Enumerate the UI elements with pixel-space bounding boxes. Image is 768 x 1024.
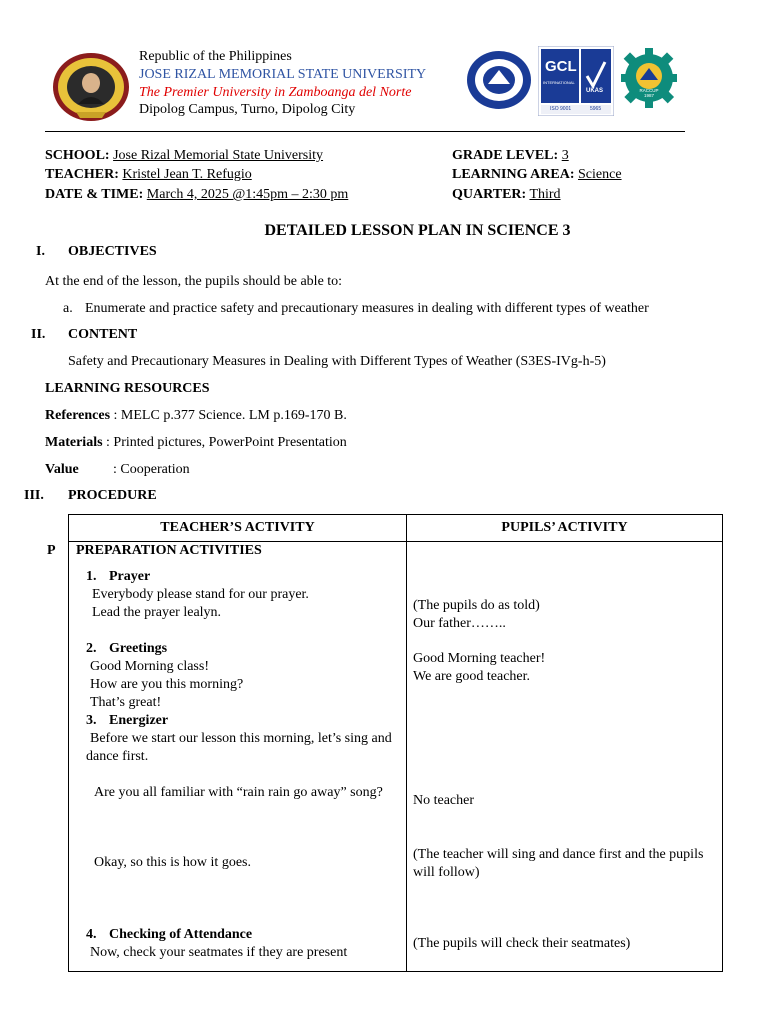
learning-resources-heading: LEARNING RESOURCES [45,381,210,396]
objective-item: Enumerate and practice safety and precautionary measures in dealing with different types of weather [85,301,649,316]
materials-row [45,435,347,451]
iso-text: ISO 9001 [550,106,572,112]
university-tagline: The Premier University in Zamboanga del Norte [139,85,412,100]
teacher-activity-header: TEACHER’S ACTIVITY [69,515,407,542]
procedure-table [68,514,723,972]
ukas-text: UKAS [586,88,604,94]
value-label: Value [45,462,79,477]
references-row [45,408,347,424]
objectives-intro: At the end of the lesson, the pupils should be able to: [45,274,343,289]
preparation-heading: PREPARATION ACTIVITIES [76,543,262,558]
step-greetings-number: 2. [86,641,97,656]
school-label: SCHOOL: [45,148,110,163]
teacher-label: TEACHER: [45,167,119,182]
prayer-line-1: Everybody please stand for our prayer. [92,587,309,602]
value-value: : Cooperation [113,462,190,477]
gcl-text: GCL [545,58,577,75]
step-prayer-number: 1. [86,569,97,584]
pupils-energizer-response: (The teacher will sing and dance first and the pupils will follow) [413,847,704,880]
references-value: : MELC p.377 Science. LM p.169-170 B. [110,408,347,423]
campus-address: Dipolog Campus, Turno, Dipolog City [139,102,356,117]
grade-label: GRADE LEVEL: [452,148,559,163]
pupils-familiar-answer: No teacher [413,793,475,808]
teacher-activity-cell [69,542,407,972]
step-greetings-title: Greetings [109,641,168,656]
republic-line: Republic of the Philippines [139,49,292,64]
pupils-greeting-line-2: We are good teacher. [413,669,531,684]
energizer-line-3: Okay, so this is how it goes. [94,855,251,870]
materials-value: : Printed pictures, PowerPoint Presentation [102,435,347,450]
step-attendance-title: Checking of Attendance [109,927,253,942]
attendance-line-1: Now, check your seatmates if they are present [90,945,348,960]
gcl-sub-text: INTERNATIONAL [543,80,575,85]
quarter-row [452,185,561,205]
procedure-number: III. [24,488,44,503]
pupils-prayer-line-2: Our father…….. [413,616,506,631]
grade-value: 3 [561,148,569,163]
document-title: DETAILED LESSON PLAN IN SCIENCE 3 [264,222,571,239]
raccup-cog-logo [620,42,678,114]
gcl-iso-certification-logo [538,46,614,116]
step-energizer-title: Energizer [109,713,169,728]
datetime-row [45,185,348,205]
university-name: JOSE RIZAL MEMORIAL STATE UNIVERSITY [139,67,427,82]
quarter-label: QUARTER: [452,187,527,202]
objective-marker: a. [63,301,73,316]
learning-area-label: LEARNING AREA: [452,167,575,182]
prayer-line-2: Lead the prayer lealyn. [92,605,222,620]
row-marker: P [47,543,56,558]
materials-label: Materials [45,435,103,450]
table-row [69,542,723,972]
step-prayer-title: Prayer [109,569,151,584]
grade-row [452,146,569,166]
pupils-activity-header: PUPILS’ ACTIVITY [407,515,723,542]
table-header-row [69,515,723,542]
pupils-attendance-response: (The pupils will check their seatmates) [413,936,631,951]
datetime-label: DATE & TIME: [45,187,144,202]
school-row [45,146,323,166]
content-heading: CONTENT [68,327,138,342]
quarter-value: Third [529,187,561,202]
raccup-text: RACCUP 1987 [639,88,659,98]
datetime-value: March 4, 2025 @1:45pm – 2:30 pm [146,187,349,202]
learning-area-row [452,165,622,185]
greetings-line-1: Good Morning class! [90,659,209,674]
greetings-line-2: How are you this morning? [90,677,244,692]
teacher-row [45,165,252,185]
references-label: References [45,408,111,423]
iso-number-text: 5965 [590,106,602,112]
school-value: Jose Rizal Memorial State University [113,148,324,163]
content-text: Safety and Precautionary Measures in Dealing with Different Types of Weather (S3ES-IVg-h-5) [68,354,606,369]
university-seal-logo [52,52,130,122]
college-teacher-education-logo [466,50,532,110]
objectives-number: I. [36,244,45,259]
step-attendance-number: 4. [86,927,97,942]
teacher-value: Kristel Jean T. Refugio [122,167,252,182]
step-energizer-number: 3. [86,713,97,728]
header-divider [45,131,685,132]
content-number: II. [31,327,46,342]
objectives-heading: OBJECTIVES [68,244,157,259]
greetings-line-3: That’s great! [90,695,162,710]
learning-area-value: Science [578,167,622,182]
pupils-prayer-line-1: (The pupils do as told) [413,598,540,613]
procedure-heading: PROCEDURE [68,488,157,503]
pupils-greeting-line-1: Good Morning teacher! [413,651,546,666]
energizer-line-2: Are you all familiar with “rain rain go away” song? [94,785,383,800]
energizer-line-1: Before we start our lesson this morning, let’s sing and dance first. [86,731,392,764]
pupils-activity-cell [407,542,723,972]
